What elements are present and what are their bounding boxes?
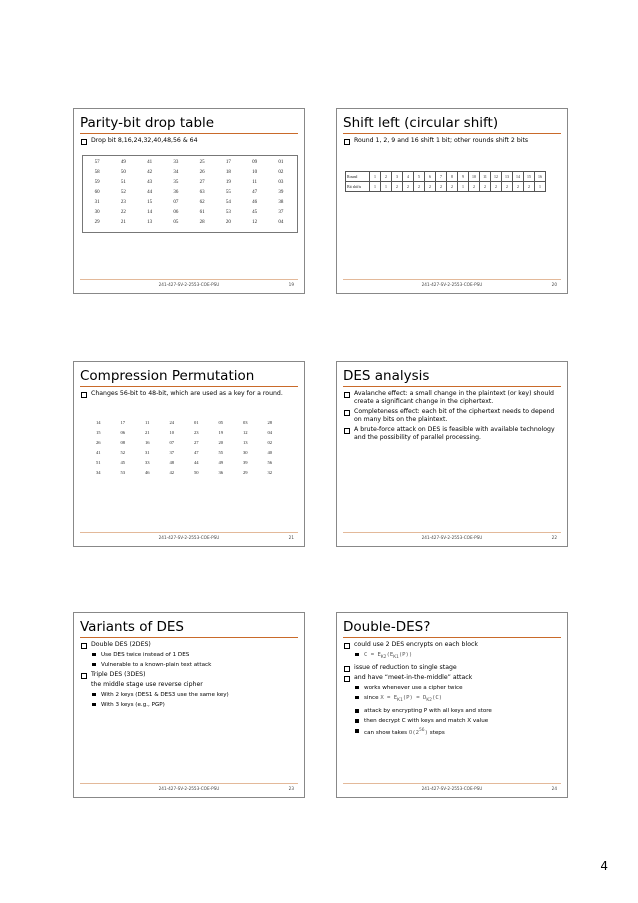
table-cell: 12 (242, 429, 248, 435)
formula-part: O(2 (408, 730, 419, 737)
table-row (86, 447, 282, 457)
slide-footer (343, 279, 561, 289)
table-cell: 14 (147, 209, 153, 215)
slide-footer (80, 532, 298, 542)
sub-bullet: Vulnerable to a known-plain text attack (80, 661, 298, 669)
bit-shifts-header: Bit shifts (346, 182, 370, 192)
shift-table-bits-row (346, 182, 546, 192)
table-cell: 2 (469, 182, 480, 192)
table-cell: 14 (95, 419, 101, 425)
table-row (84, 177, 294, 187)
table-cell: 10 (469, 172, 480, 182)
sub-bullet: works whenever use a cipher twice (343, 684, 561, 692)
sub-bullet: Use DES twice instead of 1 DES (80, 651, 298, 659)
table-cell: 18 (225, 169, 231, 175)
footer-course-code: 241-427-SV-2-2553-COE-PSU (158, 535, 220, 540)
formula-part: (P) = D (402, 695, 427, 702)
table-cell: 57 (94, 159, 100, 165)
slide-variants-of-des (73, 612, 305, 798)
key-subscript: K2 (426, 698, 432, 704)
table-row (84, 217, 294, 227)
table-cell: 23 (120, 199, 126, 205)
slide-number: 20 (551, 282, 557, 287)
table-cell: 03 (278, 179, 284, 185)
table-cell: 13 (147, 219, 153, 225)
table-cell: 14 (513, 172, 524, 182)
table-cell: 29 (94, 219, 100, 225)
slide-footer (343, 532, 561, 542)
table-cell: 23 (193, 429, 199, 435)
table-cell: 06 (120, 429, 126, 435)
table-cell: 44 (147, 189, 153, 195)
table-cell: 28 (199, 219, 205, 225)
table-cell: 21 (144, 429, 150, 435)
table-cell: 39 (242, 459, 248, 465)
table-cell: 34 (173, 169, 179, 175)
footer-course-code: 241-427-SV-2-2553-COE-PSU (421, 535, 483, 540)
table-cell: 6 (425, 172, 436, 182)
table-cell: 2 (425, 182, 436, 192)
slide-number: 22 (551, 535, 557, 540)
table-row (86, 427, 282, 437)
title-divider (80, 637, 298, 638)
slide-body (343, 137, 561, 147)
sub-bullet: With 3 keys (e.g., PGP) (80, 701, 298, 709)
table-cell: 50 (193, 469, 199, 475)
table-cell: 05 (173, 219, 179, 225)
table-cell: 11 (480, 172, 491, 182)
table-cell: 59 (94, 179, 100, 185)
table-cell: 20 (218, 439, 224, 445)
sub-bullet-formula (343, 651, 561, 662)
bullet: could use 2 DES encrypts on each block (343, 641, 561, 649)
table-cell: 10 (169, 429, 175, 435)
table-cell: 42 (147, 169, 153, 175)
table-cell: 48 (169, 459, 175, 465)
table-cell: 60 (94, 189, 100, 195)
bullet: Completeness effect: each bit of the ciphertext needs to depend on many bits on the plaintext. (343, 408, 561, 424)
table-cell: 36 (173, 189, 179, 195)
round-header: Round (346, 172, 370, 182)
table-cell: 2 (381, 172, 392, 182)
title-divider (80, 386, 298, 387)
table-cell: 40 (267, 449, 273, 455)
table-cell: 11 (145, 419, 150, 425)
table-cell: 31 (94, 199, 100, 205)
table-cell: 10 (252, 169, 258, 175)
table-cell: 37 (278, 209, 284, 215)
table-cell: 8 (447, 172, 458, 182)
title-divider (80, 133, 298, 134)
title-divider (343, 133, 561, 134)
table-cell: 01 (278, 159, 284, 165)
table-cell: 20 (225, 219, 231, 225)
table-cell: 33 (173, 159, 179, 165)
table-cell: 1 (381, 182, 392, 192)
note-text: the middle stage use reverse cipher (91, 681, 203, 688)
table-cell: 24 (169, 419, 175, 425)
table-cell: 2 (480, 182, 491, 192)
slide-body (80, 390, 298, 400)
table-cell: 12 (252, 219, 258, 225)
parity-drop-table (84, 157, 294, 227)
table-cell: 2 (491, 182, 502, 192)
complexity (409, 730, 428, 736)
shift-table-round-row (346, 172, 546, 182)
table-cell: 28 (267, 419, 273, 425)
table-cell: 52 (120, 189, 126, 195)
table-cell: 35 (173, 179, 179, 185)
table-row (84, 207, 294, 217)
slide-footer (343, 783, 561, 793)
table-cell: 41 (147, 159, 153, 165)
table-cell: 11 (252, 179, 258, 185)
formula-part: ) (424, 730, 428, 737)
table-cell: 56 (267, 459, 273, 465)
table-row (86, 467, 282, 477)
key-subscript: K1 (397, 698, 403, 704)
table-cell: 4 (403, 172, 414, 182)
table-cell: 17 (225, 159, 231, 165)
table-cell: 47 (252, 189, 258, 195)
slide-des-analysis (336, 361, 568, 547)
bullet: Triple DES (3DES) (80, 671, 298, 679)
bullet: Double DES (2DES) (80, 641, 298, 649)
slide-body (80, 137, 298, 147)
formula-part: (E (386, 652, 394, 658)
slide-number: 24 (551, 786, 557, 791)
formula (364, 652, 413, 661)
table-cell: 39 (278, 189, 284, 195)
formula (380, 695, 443, 704)
table-cell: 61 (199, 209, 205, 215)
footer-course-code: 241-427-SV-2-2553-COE-PSU (421, 282, 483, 287)
bullet: issue of reduction to single stage (343, 664, 561, 672)
table-cell: 50 (120, 169, 126, 175)
table-cell: 01 (193, 419, 199, 425)
slide-number: 21 (288, 535, 294, 540)
table-cell: 44 (193, 459, 199, 465)
table-row (84, 167, 294, 177)
table-cell: 54 (225, 199, 231, 205)
table-cell: 46 (252, 199, 258, 205)
table-cell: 41 (95, 449, 101, 455)
table-cell: 17 (120, 419, 126, 425)
slide-footer (80, 783, 298, 793)
formula-part: (C) (431, 695, 443, 702)
table-row (84, 157, 294, 167)
table-cell: 52 (120, 449, 126, 455)
table-cell: 02 (267, 439, 273, 445)
table-cell: 45 (120, 459, 126, 465)
table-cell: 55 (218, 449, 224, 455)
table-cell: 13 (502, 172, 513, 182)
sub-bullet-text: since (364, 695, 381, 702)
bullet: Drop bit 8,16,24,32,40,48,56 & 64 (80, 137, 298, 145)
table-cell: 58 (94, 169, 100, 175)
table-cell: 12 (491, 172, 502, 182)
slide-title: Shift left (circular shift) (343, 115, 499, 131)
table-cell: 36 (218, 469, 224, 475)
table-cell: 2 (447, 182, 458, 192)
shift-table (345, 171, 546, 192)
table-cell: 51 (120, 179, 126, 185)
table-cell: 2 (403, 182, 414, 192)
bullet: Changes 56-bit to 48-bit, which are used as a key for a round. (80, 390, 298, 398)
table-cell: 15 (147, 199, 153, 205)
slide-shift-left (336, 108, 568, 294)
table-cell: 62 (199, 199, 205, 205)
sub-bullet: With 2 keys (DES1 & DES3 use the same key) (80, 691, 298, 699)
footer-course-code: 241-427-SV-2-2553-COE-PSU (158, 786, 220, 791)
table-cell: 33 (144, 459, 150, 465)
table-cell: 37 (169, 449, 175, 455)
table-cell: 05 (218, 419, 224, 425)
slide-footer (80, 279, 298, 289)
table-cell: 04 (278, 219, 284, 225)
table-cell: 03 (242, 419, 248, 425)
slide-title: Compression Permutation (80, 368, 255, 384)
sub-bullet-text: steps (427, 730, 445, 737)
page-number: 4 (600, 859, 608, 873)
slide-title: DES analysis (343, 368, 430, 384)
slide-double-des (336, 612, 568, 798)
table-row (86, 437, 282, 447)
table-cell: 26 (199, 169, 205, 175)
title-divider (343, 637, 561, 638)
table-row (86, 457, 282, 467)
bullet: and have “meet-in-the-middle” attack (343, 674, 561, 682)
table-cell: 1 (458, 182, 469, 192)
table-cell: 46 (144, 469, 150, 475)
table-cell: 2 (513, 182, 524, 192)
formula-part: C = E (364, 652, 381, 658)
slide-body (80, 641, 298, 711)
table-cell: 55 (225, 189, 231, 195)
table-cell: 06 (173, 209, 179, 215)
table-cell: 49 (120, 159, 126, 165)
slide-title: Double-DES? (343, 619, 431, 635)
table-cell: 22 (120, 209, 126, 215)
sub-bullet-text: can show takes (364, 730, 409, 737)
table-row (84, 187, 294, 197)
formula-part: X = E (380, 695, 398, 702)
table-cell: 5 (414, 172, 425, 182)
table-cell: 38 (278, 199, 284, 205)
formula-part: (P)) (398, 652, 413, 658)
table-cell: 04 (267, 429, 273, 435)
compression-permutation-table (86, 417, 282, 477)
bullet: Round 1, 2, 9 and 16 shift 1 bit; other rounds shift 2 bits (343, 137, 561, 145)
table-cell: 53 (225, 209, 231, 215)
table-cell: 19 (225, 179, 231, 185)
table-cell: 63 (199, 189, 205, 195)
table-cell: 45 (252, 209, 258, 215)
table-cell: 13 (242, 439, 248, 445)
sub-bullet (343, 727, 561, 737)
slide-compression-permutation (73, 361, 305, 547)
table-cell: 2 (414, 182, 425, 192)
table-cell: 16 (144, 439, 150, 445)
table-cell: 02 (278, 169, 284, 175)
table-cell: 08 (120, 439, 126, 445)
table-cell: 43 (147, 179, 153, 185)
table-cell: 34 (95, 469, 101, 475)
table-cell: 32 (267, 469, 273, 475)
table-cell: 2 (502, 182, 513, 192)
table-cell: 29 (242, 469, 248, 475)
sub-bullet (343, 694, 561, 705)
bullet: A brute-force attack on DES is feasible with available technology and the possibility of parallel processing. (343, 426, 561, 442)
slide-number: 19 (288, 282, 294, 287)
sub-bullet: then decrypt C with keys and match X value (343, 717, 561, 725)
table-cell: 30 (242, 449, 248, 455)
bullet: Avalanche effect: a small change in the plaintext (or key) should create a significant change in the ciphertext. (343, 390, 561, 406)
table-cell: 42 (169, 469, 175, 475)
sub-bullet: attack by encrypting P with all keys and store (343, 707, 561, 715)
slide-body (343, 390, 561, 444)
table-cell: 9 (458, 172, 469, 182)
table-cell: 19 (218, 429, 224, 435)
table-cell: 25 (199, 159, 205, 165)
table-cell: 3 (392, 172, 403, 182)
table-row (84, 197, 294, 207)
table-cell: 27 (193, 439, 199, 445)
table-cell: 1 (370, 172, 381, 182)
table-cell: 51 (95, 459, 101, 465)
table-cell: 2 (436, 182, 447, 192)
table-cell: 07 (169, 439, 175, 445)
key-subscript: K1 (393, 655, 399, 661)
table-cell: 7 (436, 172, 447, 182)
table-row (86, 417, 282, 427)
key-subscript: K2 (380, 655, 387, 661)
table-cell: 16 (535, 172, 546, 182)
table-cell: 47 (193, 449, 199, 455)
table-cell: 26 (95, 439, 101, 445)
table-cell: 53 (120, 469, 126, 475)
exponent: 56 (418, 728, 425, 734)
table-cell: 27 (199, 179, 205, 185)
table-cell: 30 (94, 209, 100, 215)
table-cell: 31 (144, 449, 150, 455)
slide-number: 23 (288, 786, 294, 791)
table-cell: 15 (524, 172, 535, 182)
table-cell: 09 (252, 159, 258, 165)
table-cell: 1 (535, 182, 546, 192)
footer-course-code: 241-427-SV-2-2553-COE-PSU (158, 282, 220, 287)
slide-title: Parity-bit drop table (80, 115, 215, 131)
slide-title: Variants of DES (80, 619, 185, 635)
table-cell: 1 (370, 182, 381, 192)
slide-parity-bit-drop (73, 108, 305, 294)
table-cell: 07 (173, 199, 179, 205)
footer-course-code: 241-427-SV-2-2553-COE-PSU (421, 786, 483, 791)
slide-body (343, 641, 561, 739)
table-cell: 2 (524, 182, 535, 192)
table-cell: 15 (95, 429, 101, 435)
table-cell: 49 (218, 459, 224, 465)
table-cell: 21 (120, 219, 126, 225)
table-cell: 2 (392, 182, 403, 192)
title-divider (343, 386, 561, 387)
